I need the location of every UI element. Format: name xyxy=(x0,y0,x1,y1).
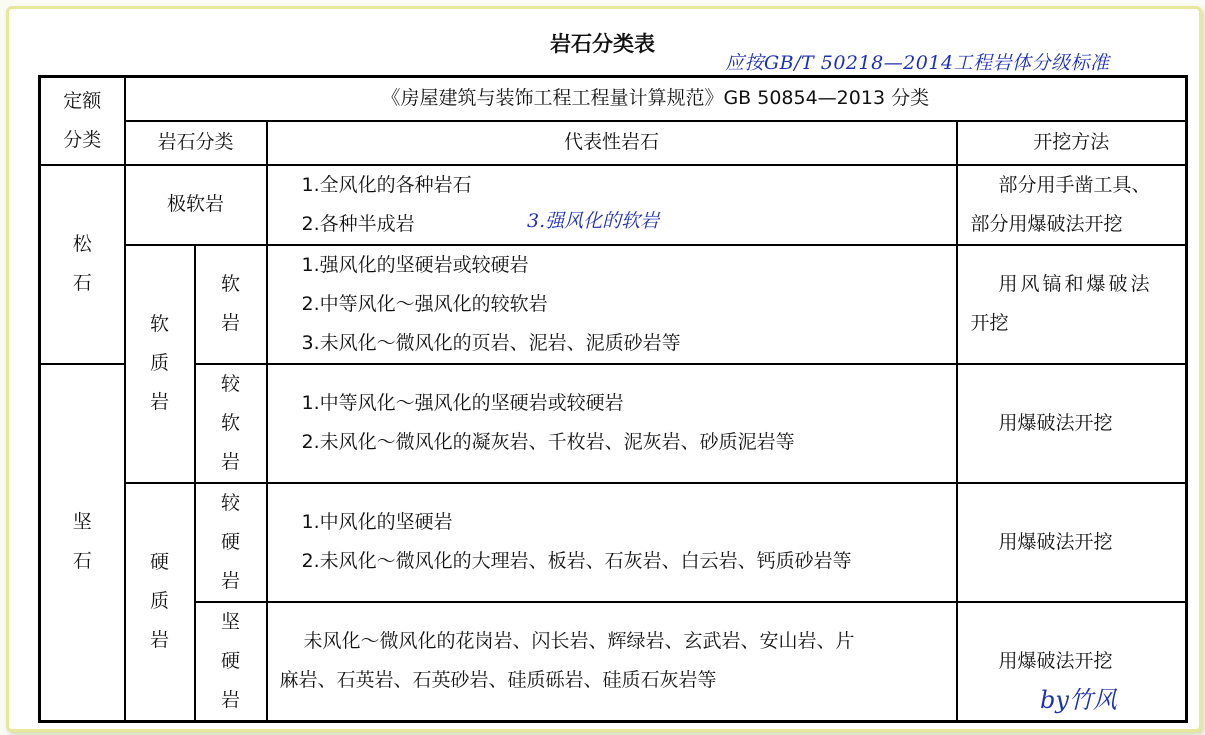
subclass-hard: 坚 硬 岩 xyxy=(195,602,267,722)
header-representative-rock: 代表性岩石 xyxy=(267,121,957,165)
header-excavation-method: 开挖方法 xyxy=(957,121,1187,165)
rocks-relatively-hard: 1.中风化的坚硬岩 2.未风化～微风化的大理岩、板岩、石灰岩、白云岩、钙质砂岩等 xyxy=(267,483,957,602)
page-title: 岩石分类表 xyxy=(550,32,655,56)
method-relatively-soft: 用爆破法开挖 xyxy=(957,364,1187,483)
subclass-soft: 软 岩 xyxy=(195,245,267,364)
method-extremely-soft: 部分用手凿工具、 部分用爆破法开挖 xyxy=(957,165,1187,245)
method-hard: 用爆破法开挖 xyxy=(957,602,1187,722)
rocks-hard: 未风化～微风化的花岗岩、闪长岩、辉绿岩、玄武岩、安山岩、片 麻岩、石英岩、石英砂岩、硅质砾岩、硅质石灰岩等 xyxy=(267,602,957,722)
rocks-extremely-soft: 1.全风化的各种岩石 2.各种半成岩 xyxy=(267,165,957,245)
header-rock-class: 岩石分类 xyxy=(125,121,267,165)
rock-classification-table xyxy=(38,75,1188,723)
subclass-relatively-soft: 较 软 岩 xyxy=(195,364,267,483)
subclass-relatively-hard: 较 硬 岩 xyxy=(195,483,267,602)
group-hard-stone: 坚 石 xyxy=(40,364,125,722)
method-relatively-hard: 用爆破法开挖 xyxy=(957,483,1187,602)
group-soft-quality-rock: 软 质 岩 xyxy=(125,245,195,483)
rocks-relatively-soft: 1.中等风化～强风化的坚硬岩或较硬岩 2.未风化～微风化的凝灰岩、千枚岩、泥灰岩、砂质泥岩等 xyxy=(267,364,957,483)
rocks-soft: 1.强风化的坚硬岩或较硬岩 2.中等风化～强风化的较软岩 3.未风化～微风化的页岩、泥岩、泥质砂岩等 xyxy=(267,245,957,364)
group-loose-stone: 松 石 xyxy=(40,165,125,364)
subclass-extremely-soft: 极软岩 xyxy=(125,165,267,245)
handwritten-standard-note: 应按GB/T 50218—2014工程岩体分级标准 xyxy=(725,52,1110,74)
group-hard-quality-rock: 硬 质 岩 xyxy=(125,483,195,722)
method-soft: 用风镐和爆破法 开挖 xyxy=(957,245,1187,364)
header-quota-class: 定额 分类 xyxy=(40,77,125,165)
handwritten-added-item: 3.强风化的软岩 xyxy=(527,210,660,232)
handwritten-signature: by竹风 xyxy=(1040,686,1117,714)
header-spec-title: 《房屋建筑与装饰工程工程量计算规范》GB 50854—2013 分类 xyxy=(125,77,1187,121)
